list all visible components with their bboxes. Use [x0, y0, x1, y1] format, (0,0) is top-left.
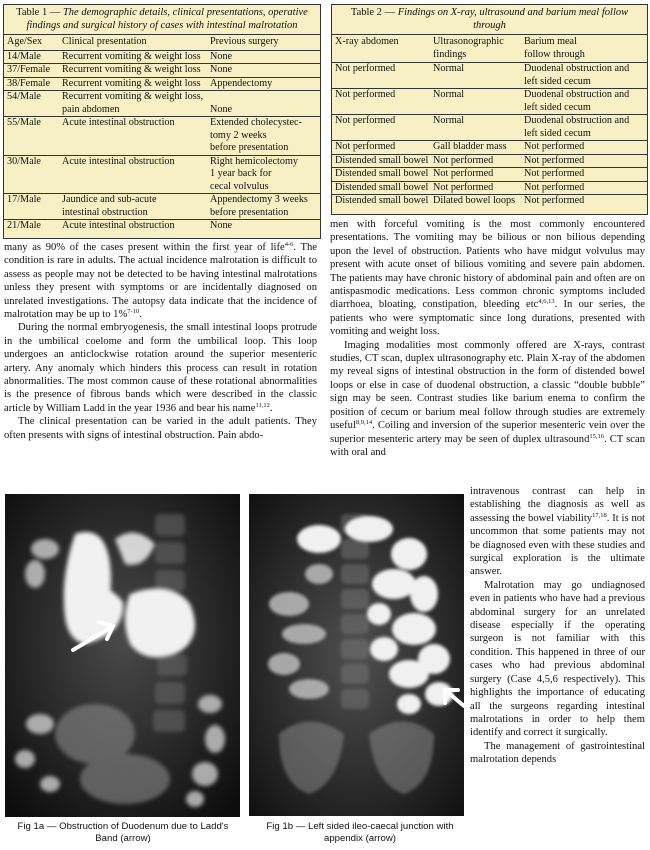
table-2-cell: Not performed	[524, 181, 585, 193]
table-2-row	[332, 181, 647, 195]
table-1-row	[4, 155, 320, 194]
figure-1a-xray	[5, 494, 240, 817]
table-2-cell: Distended small bowel	[335, 195, 429, 206]
table-2-cell: Distended small bowel	[335, 181, 429, 193]
table-1-cell: 17/Male	[7, 194, 41, 205]
table-2-cell: Normal	[433, 89, 465, 100]
table-1-cell: Appendectomy 3 weeks before presentation	[210, 194, 308, 218]
table-1-cell: Acute intestinal obstruction	[62, 155, 175, 167]
table-1-caption-label: Table 1 —	[16, 7, 61, 18]
table-1-header-3: Previous surgery	[207, 35, 320, 50]
table-2-row	[332, 195, 647, 208]
table-2-cell: Not performed	[524, 195, 585, 206]
table-2-cell: Gall bladder mass	[433, 141, 507, 152]
table-1-cell: Right hemicolectomy 1 year back for cecal volvulus	[210, 155, 298, 192]
table-2-cell: Not performed	[335, 89, 396, 100]
table-2-header-2: Ultrasonographic findings	[430, 35, 521, 63]
table-1-cell: Recurrent vomiting & weight loss	[62, 50, 201, 62]
left-paragraph-1: many as 90% of the cases present within the first year of life$^{4-6}$. The condition is rare in adults. The actual incidence malrotation is difficult to assess as people may not be detected to be having intestinal malrotations unless they present with symptoms or are incidentally diagnosed on unrelated investigations. The autopsy data indicate that the incidence of malrotation may be up to 1%$^{7-10}$.	[4, 241, 317, 321]
table-2-cell: Not performed	[524, 141, 585, 152]
table-2-row	[332, 63, 647, 89]
table-2-header-1: X-ray abdomen	[332, 35, 430, 63]
table-1-row	[4, 77, 320, 91]
table-1-caption	[4, 5, 320, 35]
table-2-cell: Not performed	[335, 115, 396, 126]
figure-1b-xray	[249, 494, 464, 816]
table-1	[3, 4, 321, 239]
table-2-cell: Distended small bowel	[335, 154, 429, 166]
table-2	[331, 4, 648, 215]
left-paragraph-2: During the normal embryogenesis, the small intestinal loops protrude in the umbilical coelome and form the umbilical loop. This loop undergoes an anticlockwise rotation around the superior mesenteric artery. Any anomaly which hinders this process can result in rotation abnormalities. The most common cause of these rotational abnormalities is the presence of fibrous bands which were described in the classic article by William Ladd in the year 1936 and bear his name$^{11,12}$.	[4, 322, 317, 414]
table-2-cell: Not performed	[433, 181, 494, 193]
table-2-row	[332, 154, 647, 168]
table-1-cell: Acute intestinal obstruction	[62, 117, 175, 128]
table-2-header-row	[332, 35, 647, 63]
table-1-cell: Acute intestinal obstruction	[62, 220, 175, 231]
right-paragraph-2: Imaging modalities most commonly offered are X-rays, contrast studies, CT scan, duplex ultrasonography etc. Plain X-ray of the abdomen my reveal signs of intestinal obstruction in the form of distended bowel loops or else in case of duodenal obstruction, a classic “double bubble” sign may be seen. Contrast studies like barium enema to confirm the position of cecum or barium meal follow through studies are extremely useful$^{8,9,14}$. Coiling and inversion of the superior mesenteric vein over the superior mesenteric artery may be seen of duplex ultrasound$^{15,16}$. CT scan with oral and	[330, 339, 645, 458]
table-1-cell: 30/Male	[7, 155, 41, 167]
table-1-cell: 38/Female	[7, 77, 51, 89]
figure-1b-caption: Fig 1b — Left sided ileo-caecal junction with appendix (arrow)	[266, 821, 454, 844]
table-1-row	[4, 194, 320, 220]
table-1-cell: Jaundice and sub-acute intestinal obstruction	[62, 194, 157, 218]
table-1-cell: None	[210, 220, 233, 231]
table-2-row	[332, 115, 647, 141]
table-1-row	[4, 64, 320, 78]
table-2-cell: Normal	[433, 63, 465, 74]
table-1-header-row	[4, 35, 320, 50]
table-2-cell: Not performed	[433, 168, 494, 179]
table-2-grid	[332, 35, 647, 208]
figure-1a-image	[5, 494, 240, 817]
narrow-paragraph-2: Malrotation may go undiagnosed even in patients who have had a previous abdominal surgery for an unrelated disease especially if the operating surgeon is not familiar with this condition. This happened in three of our cases who had previous abdominal surgery (Case 4,5,6 respectively). This highlights the importance of educating all the surgeons regarding intestinal malrotations in order to help them identify and correct it surgically.	[470, 579, 645, 739]
narrow-column-text	[470, 485, 645, 767]
table-1-row	[4, 50, 320, 64]
table-2-cell: Normal	[433, 115, 465, 126]
narrow-paragraph-3: The management of gastrointestinal malrotation depends	[470, 740, 645, 766]
table-2-caption	[332, 5, 647, 35]
table-1-header-2: Clinical presentation	[59, 35, 207, 50]
figure-1a-caption: Fig 1a — Obstruction of Duodenum due to Ladd's Band (arrow)	[17, 821, 229, 844]
table-1-cell: 21/Male	[7, 220, 41, 231]
right-paragraph-1: men with forceful vomiting is the most commonly encountered presentations. The vomiting may be bilious or non bilious depending upon the level of obstruction. Patients who have midgut volvulus may present with acute onset of bilious vomiting and severe pain abdomen. The patients may have chronic history of abdominal pain and often are on antispasmodic medications. Less common chronic symptoms included diarrhoea, bloating, constipation, bleeding etc$^{4,6,13}$. In our series, the patients who were symptomatic since long durations, presented with vomiting and weight loss.	[330, 219, 645, 338]
table-2-row	[332, 141, 647, 155]
table-1-cell: Recurrent vomiting & weight loss	[62, 64, 201, 75]
table-1-cell: None	[210, 103, 233, 115]
left-paragraph-3: The clinical presentation can be varied in the adult patients. They often presents with signs of intestinal obstruction. Pain abdo-	[4, 416, 317, 441]
table-1-header-1: Age/Sex	[4, 35, 59, 50]
table-2-cell: Duodenal obstruction and left sided cecum	[524, 63, 630, 87]
table-1-grid	[4, 35, 320, 233]
table-1-row	[4, 91, 320, 117]
table-1-cell: Recurrent vomiting & weight loss, pain abdomen	[62, 91, 204, 115]
table-1-cell: None	[210, 50, 233, 62]
table-2-caption-label: Table 2 —	[350, 7, 396, 18]
table-2-cell: Not performed	[524, 168, 585, 179]
table-1-row	[4, 220, 320, 233]
table-2-cell: Dilated bowel loops	[433, 195, 516, 206]
table-1-cell: 55/Male	[7, 117, 41, 128]
table-2-cell: Not performed	[433, 154, 494, 166]
table-2-row	[332, 168, 647, 182]
table-1-caption-text: The demographic details, clinical presentations, operative findings and surgical history of cases with intestinal malrotation	[26, 7, 308, 31]
table-2-cell: Not performed	[524, 154, 585, 166]
table-1-cell: 14/Male	[7, 50, 41, 62]
table-2-cell: Not performed	[335, 141, 396, 152]
table-1-cell: 54/Male	[7, 91, 41, 102]
narrow-paragraph-1: intravenous contrast can help in establishing the diagnosis as well as assessing the bowel viability$^{17,18}$. It is not uncommon that some patients may not be diagnosed even with these studies and surgical exploration is the ultimate answer.	[470, 486, 645, 578]
table-2-cell: Duodenal obstruction and left sided cecum	[524, 89, 630, 113]
table-2-cell: Duodenal obstruction and left sided cecum	[524, 115, 630, 139]
figure-1b-image	[249, 494, 464, 816]
table-2-row	[332, 89, 647, 115]
table-2-header-3: Barium meal follow through	[521, 35, 647, 63]
table-1-row	[4, 117, 320, 156]
table-1-cell: 37/Female	[7, 64, 51, 75]
table-1-cell: Appendectomy	[210, 77, 273, 89]
table-1-cell: Extended cholecystec- tomy 2 weeks before presentation	[210, 117, 302, 153]
left-column-text	[4, 241, 317, 442]
table-1-cell: None	[210, 64, 233, 75]
right-column-text	[330, 218, 645, 459]
table-2-cell: Not performed	[335, 63, 396, 74]
table-1-cell: Recurrent vomiting & weight loss	[62, 77, 201, 89]
table-2-cell: Distended small bowel	[335, 168, 429, 179]
table-2-caption-text: Findings on X-ray, ultrasound and barium meal follow through	[397, 7, 629, 31]
